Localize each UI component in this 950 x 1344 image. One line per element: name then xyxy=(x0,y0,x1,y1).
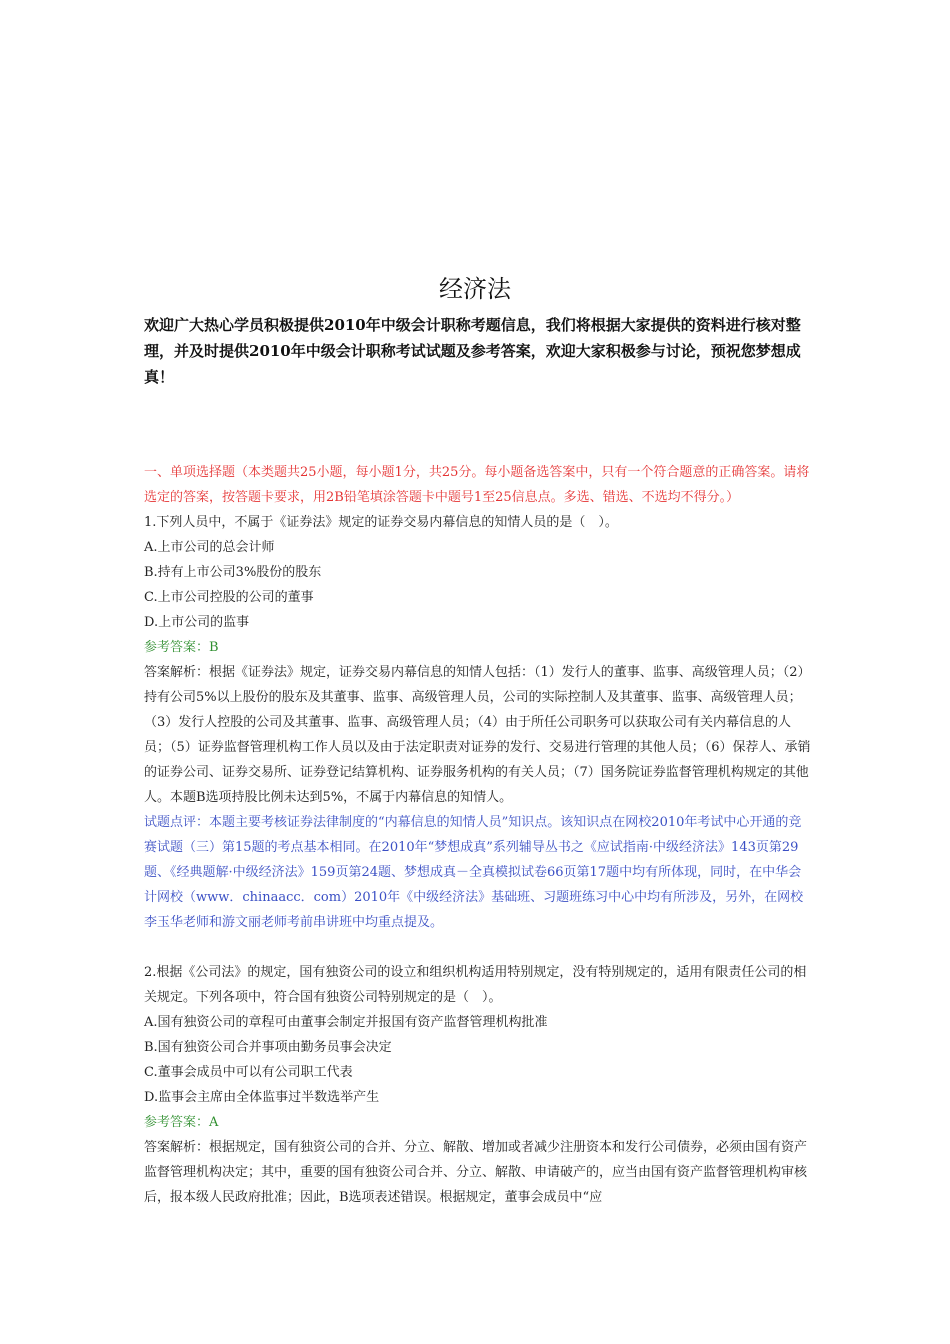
question-1-option-b: B.持有上市公司3%股份的股东 xyxy=(144,565,322,580)
question-2-option-b: B.国有独资公司合并事项由勤务员事会决定 xyxy=(144,1040,392,1055)
question-1-option-a: A.上市公司的总会计师 xyxy=(144,540,275,555)
question-2-answer: 参考答案：A xyxy=(144,1115,219,1130)
exam-content xyxy=(144,460,814,1210)
question-2-option-d: D.监事会主席由全体监事过半数选举产生 xyxy=(144,1090,380,1105)
question-2-option-a: A.国有独资公司的章程可由董事会制定并报国有资产监督管理机构批准 xyxy=(144,1015,548,1030)
question-separator xyxy=(144,935,814,960)
question-2-analysis: 答案解析：根据规定，国有独资公司的合并、分立、解散、增加或者减少注册资本和发行公司债券，必须由国有资产监督管理机构决定；其中，重要的国有独资公司合并、分立、解散、申请破产的，应当由国有资产监督管理机构审核后，报本级人民政府批准；因此，B选项表述错误。根据规定，董事会成员中“应 xyxy=(144,1140,808,1205)
question-1-comment: 试题点评：本题主要考核证券法律制度的“内幕信息的知情人员”知识点。该知识点在网校2010年考试中心开通的竞赛试题（三）第15题的考点基本相同。在2010年“梦想成真”系列辅导丛书之《应试指南·中级经济法》143页第29题、《经典题解·中级经济法》159页第24题、梦想成真－全真模拟试卷66页第17题中均有所体现，同时，在中华会计网校（www．chinaacc．com）2010年《中级经济法》基础班、习题班练习中心中均有所涉及，另外，在网校李玉华老师和游文丽老师考前串讲班中均重点提及。 xyxy=(144,815,804,930)
intro-paragraph: 欢迎广大热心学员积极提供2010年中级会计职称考题信息，我们将根据大家提供的资料进行核对整理，并及时提供2010年中级会计职称考试试题及参考答案，欢迎大家积极参与讨论，预祝您梦想成真！ xyxy=(144,316,801,386)
question-1-stem: 1.下列人员中，不属于《证券法》规定的证券交易内幕信息的知情人员的是（ ）。 xyxy=(144,515,618,530)
question-2-stem: 2.根据《公司法》的规定，国有独资公司的设立和组织机构适用特别规定，没有特别规定的，适用有限责任公司的相关规定。下列各项中，符合国有独资公司特别规定的是（ ）。 xyxy=(144,965,807,1005)
question-2-option-c: C.董事会成员中可以有公司职工代表 xyxy=(144,1065,353,1080)
question-1-option-c: C.上市公司控股的公司的董事 xyxy=(144,590,314,605)
question-1-option-d: D.上市公司的监事 xyxy=(144,615,250,630)
document-title: 经济法 xyxy=(439,275,511,303)
question-1-analysis: 答案解析：根据《证券法》规定，证券交易内幕信息的知情人包括：（1）发行人的董事、监事、高级管理人员；（2）持有公司5%以上股份的股东及其董事、监事、高级管理人员，公司的实际控制人及其董事、监事、高级管理人员；（3）发行人控股的公司及其董事、监事、高级管理人员；（4）由于所任公司职务可以获取公司有关内幕信息的人员；（5）证券监督管理机构工作人员以及由于法定职责对证券的发行、交易进行管理的其他人员；（6）保荐人、承销的证券公司、证券交易所、证券登记结算机构、证券服务机构的有关人员；（7）国务院证券监督管理机构规定的其他人。本题B选项持股比例未达到5%，不属于内幕信息的知情人。 xyxy=(144,665,811,805)
question-1-answer: 参考答案：B xyxy=(144,640,219,655)
section-heading: 一、单项选择题（本类题共25小题，每小题1分，共25分。每小题备选答案中，只有一个符合题意的正确答案。请将选定的答案，按答题卡要求，用2B铅笔填涂答题卡中题号1至25信息点。多选、错选、不选均不得分。） xyxy=(144,465,810,505)
